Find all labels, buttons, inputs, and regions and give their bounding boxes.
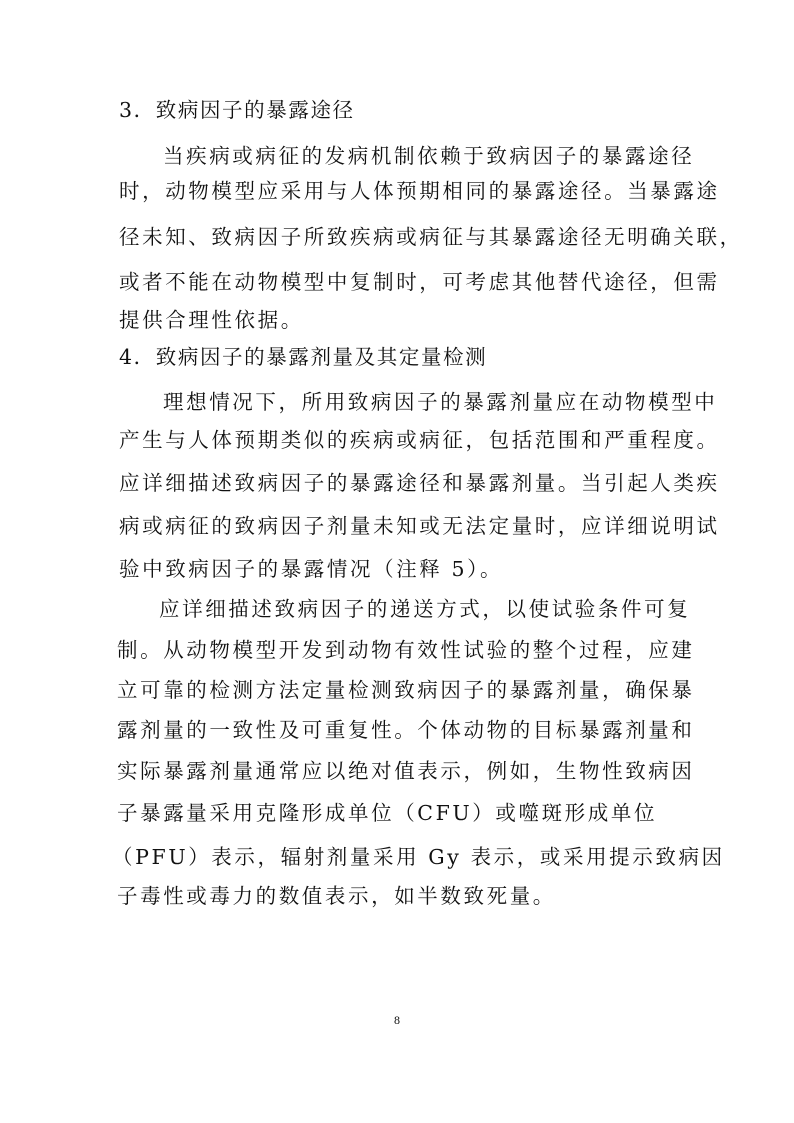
section-4-p2-line-2: 制。从动物模型开发到动物有效性试验的整个过程，应建 bbox=[117, 638, 695, 662]
section-3-line-4: 或者不能在动物模型中复制时，可考虑其他替代途径，但需 bbox=[119, 270, 720, 294]
section-4-p1-line-2: 产生与人体预期类似的疾病或病征，包括范围和严重程度。 bbox=[119, 428, 720, 452]
section-4-p2-line-4: 露剂量的一致性及可重复性。个体动物的目标暴露剂量和 bbox=[117, 718, 695, 742]
section-3-line-1: 当疾病或病征的发病机制依赖于致病因子的暴露途径 bbox=[163, 144, 695, 168]
section-4-p1-line-3: 应详细描述致病因子的暴露途径和暴露剂量。当引起人类疾 bbox=[119, 471, 720, 495]
section-4-heading: 4．致病因子的暴露剂量及其定量检测 bbox=[119, 345, 488, 369]
section-4-p2-line-8: 子毒性或毒力的数值表示，如半数致死量。 bbox=[117, 884, 556, 908]
section-3-line-2: 时，动物模型应采用与人体预期相同的暴露途径。当暴露途 bbox=[119, 179, 720, 203]
section-4-p2-line-5: 实际暴露剂量通常应以绝对值表示，例如，生物性致病因 bbox=[117, 759, 695, 783]
section-4-p2-line-7: （PFU）表示，辐射剂量采用 Gy 表示，或采用提示致病因 bbox=[112, 845, 725, 869]
section-4-p1-line-1: 理想情况下，所用致病因子的暴露剂量应在动物模型中 bbox=[163, 390, 718, 414]
section-4-p2-line-6: 子暴露量采用克隆形成单位（CFU）或噬斑形成单位 bbox=[117, 801, 658, 825]
section-3-line-5: 提供合理性依据。 bbox=[119, 308, 304, 332]
page-number: 8 bbox=[394, 1013, 400, 1027]
section-3-heading: 3．致病因子的暴露途径 bbox=[119, 98, 355, 122]
section-3-line-3: 径未知、致病因子所致疾病或病征与其暴露途径无明确关联， bbox=[119, 225, 743, 249]
section-4-p2-line-1: 应详细描述致病因子的递送方式，以使试验条件可复 bbox=[159, 597, 691, 621]
section-4-p1-line-4: 病或病征的致病因子剂量未知或无法定量时，应详细说明试 bbox=[119, 514, 720, 538]
section-4-p1-line-5: 验中致病因子的暴露情况（注释 5）。 bbox=[119, 557, 504, 581]
section-4-p2-line-3: 立可靠的检测方法定量检测致病因子的暴露剂量，确保暴 bbox=[117, 678, 695, 702]
